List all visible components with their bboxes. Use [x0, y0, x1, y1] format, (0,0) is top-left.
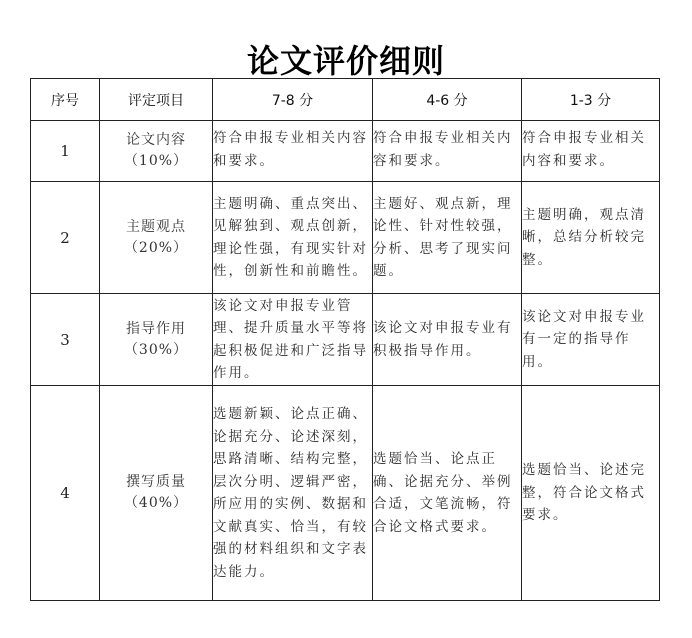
header-score-high: 7-8 分: [213, 79, 373, 121]
criterion-name: 指导作用: [126, 320, 186, 337]
evaluation-table: [30, 78, 660, 601]
score-high-desc: 符合申报专业相关内容和要求。: [213, 121, 373, 182]
row-number: 2: [31, 182, 100, 294]
criterion-cell: [100, 182, 213, 294]
score-mid-desc: 符合申报专业相关内容和要求。: [373, 121, 522, 182]
score-low-desc: 该论文对申报专业有一定的指导作用。: [522, 294, 660, 386]
criterion-weight: （40%）: [123, 495, 189, 511]
header-score-mid: 4-6 分: [373, 79, 522, 121]
row-number: 4: [31, 386, 100, 601]
table-header-row: [31, 79, 660, 121]
score-high-desc: 主题明确、重点突出、见解独到、观点创新，理论性强，有现实针对性，创新性和前瞻性。: [213, 182, 373, 294]
score-mid-desc: 选题恰当、论点正确、论据充分、举例合适，文笔流畅，符合论文格式要求。: [373, 386, 522, 601]
score-high-desc: 选题新颖、论点正确、论据充分、论述深刻，思路清晰、结构完整，层次分明、逻辑严密，所应用的实例、数据和文献真实、恰当，有较强的材料组织和文字表达能力。: [213, 386, 373, 601]
table-row: [31, 121, 660, 182]
header-score-low: 1-3 分: [522, 79, 660, 121]
criterion-weight: （20%）: [123, 239, 189, 256]
score-high-desc: 该论文对申报专业管理、提升质量水平等将起积极促进和广泛指导作用。: [213, 294, 373, 386]
table-row: [31, 294, 660, 386]
criterion-cell: [100, 294, 213, 386]
table-row: [31, 386, 660, 601]
row-number: 3: [31, 294, 100, 386]
page-title: 论文评价细则: [246, 42, 445, 81]
criterion-cell: [100, 121, 213, 182]
criterion-name: 论文内容: [126, 132, 186, 148]
criterion-weight: （30%）: [123, 341, 189, 358]
criterion-weight: （10%）: [123, 153, 189, 169]
header-item: 评定项目: [100, 79, 213, 121]
criterion-cell: [100, 386, 213, 601]
row-number: 1: [31, 121, 100, 182]
score-low-desc: 符合申报专业相关内容和要求。: [522, 121, 660, 182]
score-mid-desc: 主题好、观点新，理论性、针对性较强，分析、思考了现实问题。: [373, 182, 522, 294]
score-low-desc: 选题恰当、论述完整，符合论文格式要求。: [522, 386, 660, 601]
score-mid-desc: 该论文对申报专业有积极指导作用。: [373, 294, 522, 386]
header-no: 序号: [31, 79, 100, 121]
criterion-name: 主题观点: [126, 218, 186, 235]
table-row: [31, 182, 660, 294]
score-low-desc: 主题明确，观点清晰，总结分析较完整。: [522, 182, 660, 294]
criterion-name: 撰写质量: [126, 474, 186, 490]
